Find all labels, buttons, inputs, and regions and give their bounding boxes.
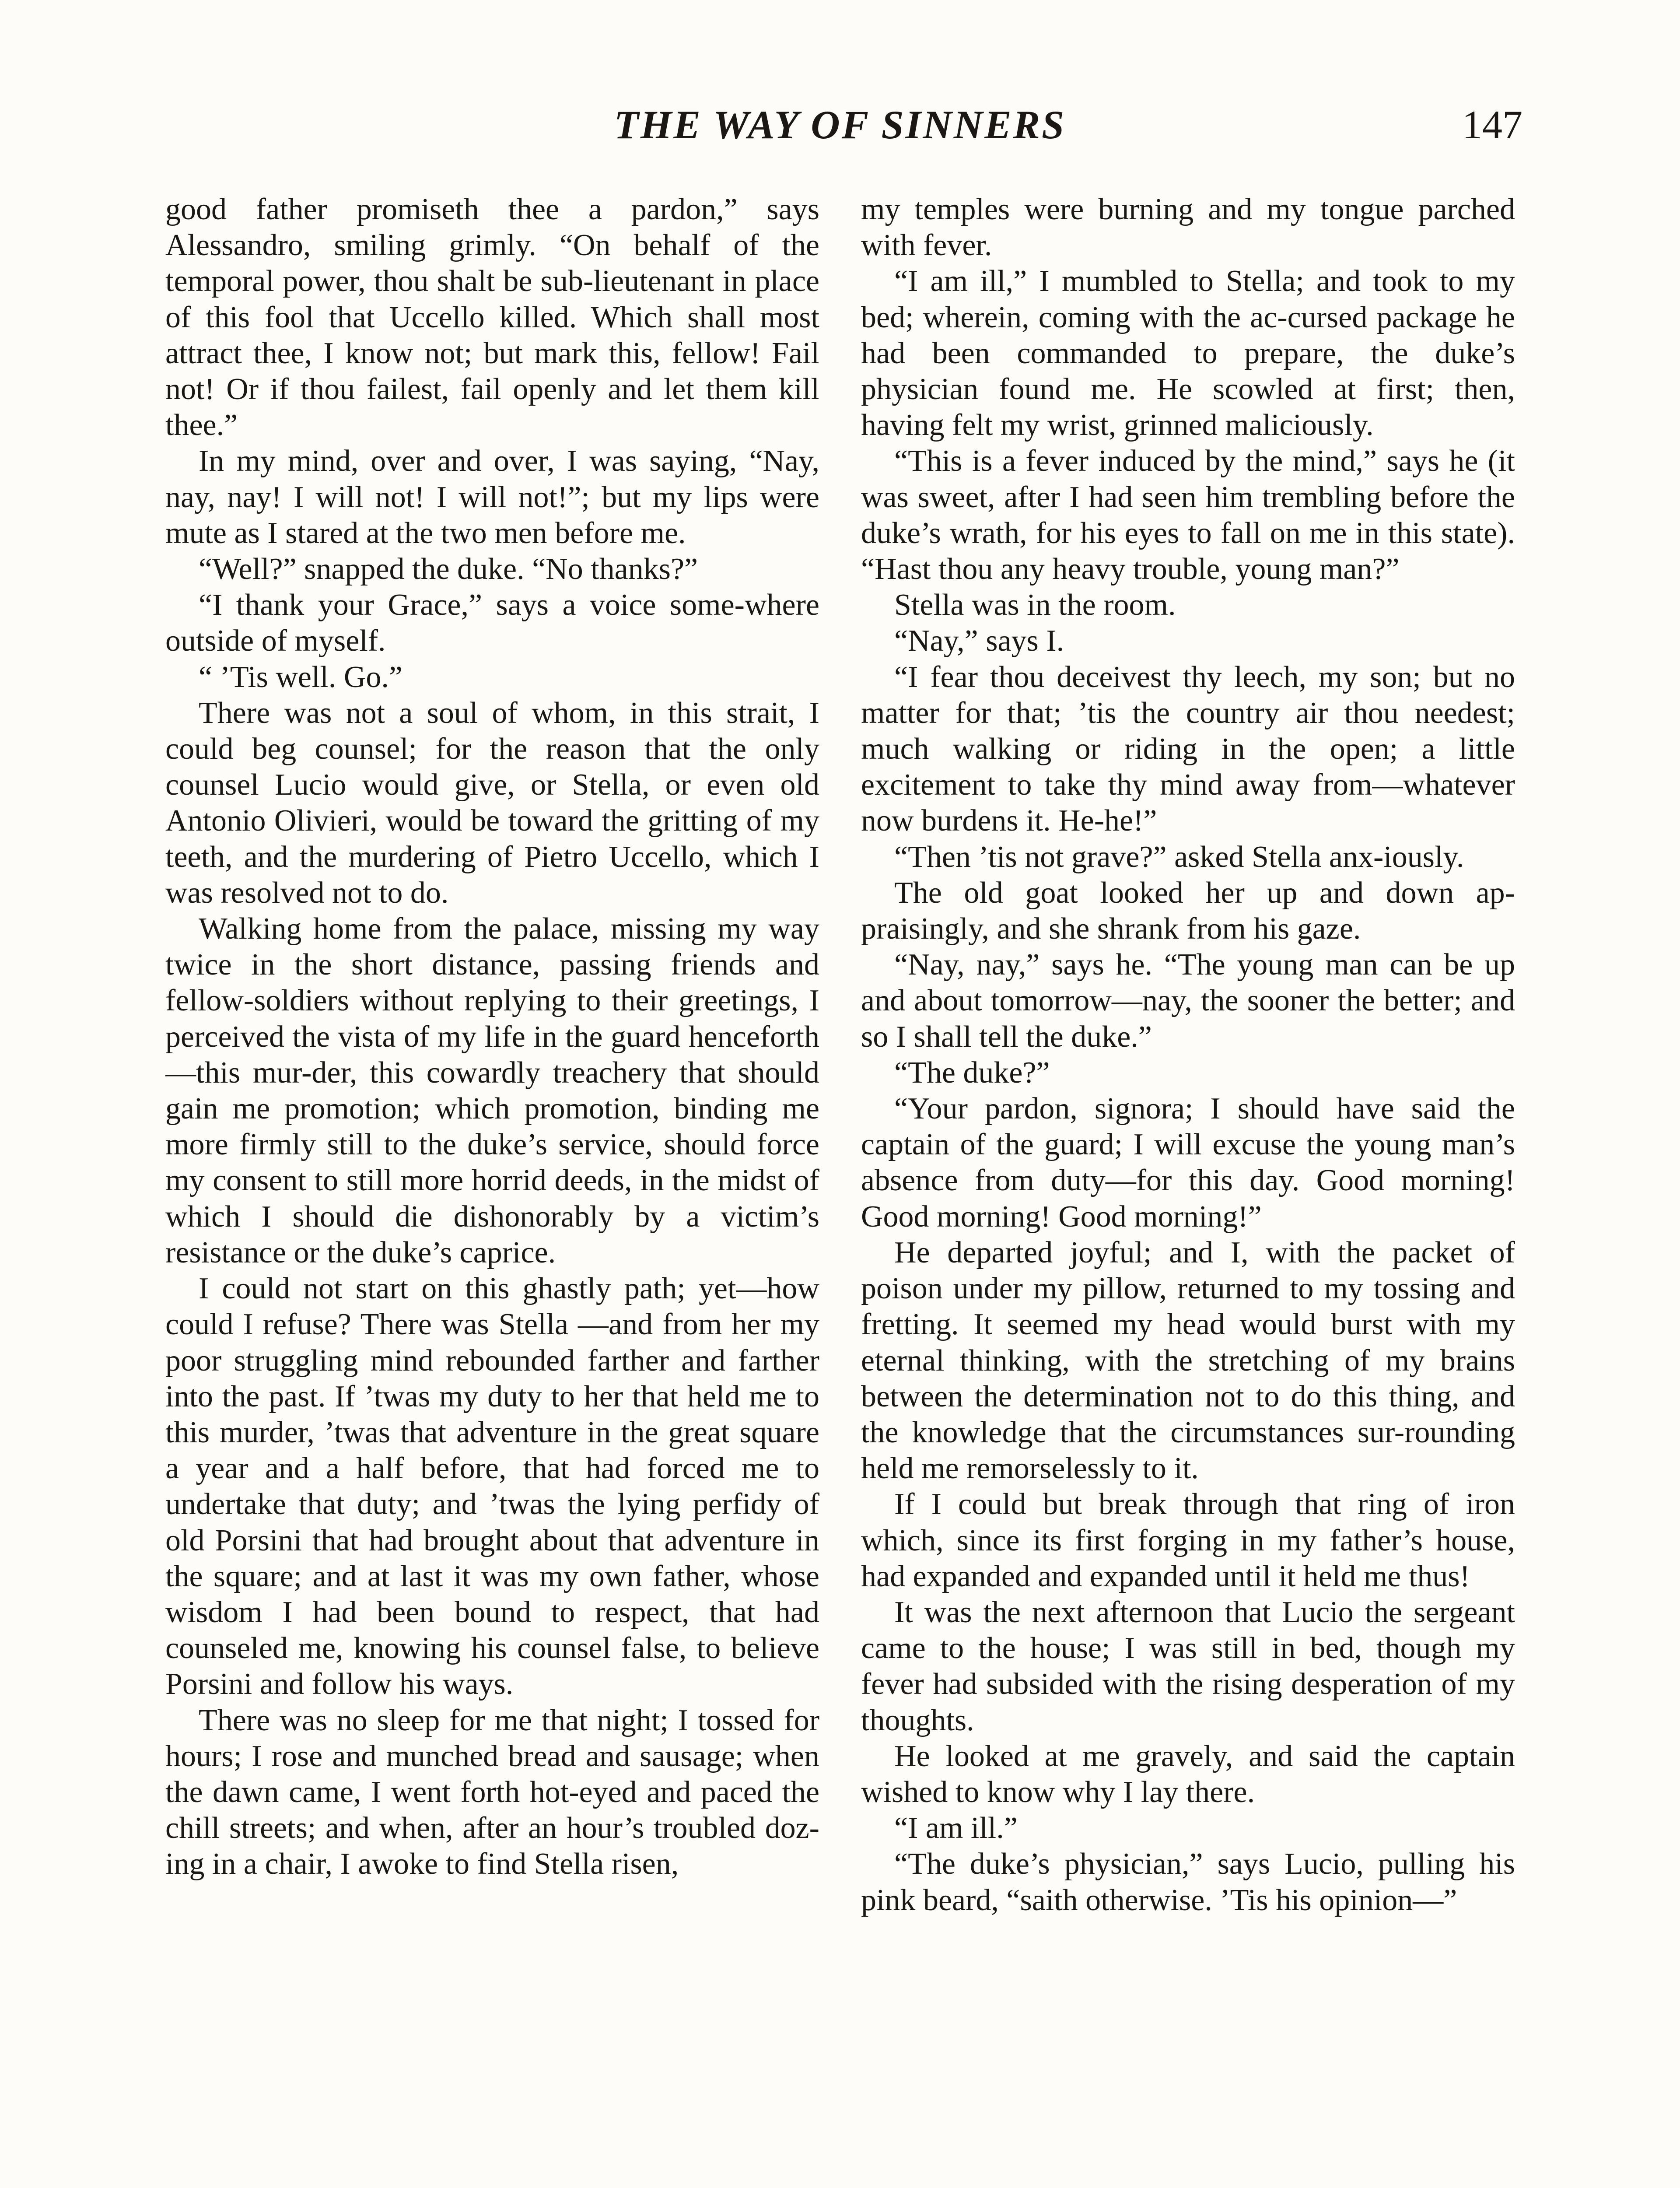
paragraph: “I thank your Grace,” says a voice some-where outside of myself. [165, 588, 819, 658]
paragraph: “The duke’s physician,” says Lucio, pulling his pink beard, “saith otherwise. ’Tis his opinion—” [861, 1847, 1515, 1917]
paragraph: If I could but break through that ring of iron which, since its first forging in my father’s house, had expanded and expanded until it held me thus! [861, 1487, 1515, 1593]
paragraph: He departed joyful; and I, with the packet of poison under my pillow, returned to my tossing and fretting. It seemed my head would burst with my eternal thinking, with the stretching of my brains between the determination not to do this thing, and the knowledge that the circumstances sur-rounding held me remorselessly to it. [861, 1235, 1515, 1486]
paragraph: “The duke?” [894, 1055, 1050, 1090]
paragraph: “ ’Tis well. Go.” [199, 660, 403, 694]
running-head-title: THE WAY OF SINNERS [614, 102, 1066, 147]
paragraph: “Well?” snapped the duke. “No thanks?” [199, 552, 698, 586]
paragraph: It was the next afternoon that Lucio the sergeant came to the house; I was still in bed, though my fever had subsided with the rising desperation of my thoughts. [861, 1595, 1515, 1737]
paragraph: “Your pardon, signora; I should have said the captain of the guard; I will excuse the young man’s absence from duty—for this day. Good morning! Good morning! Good morning!” [861, 1092, 1515, 1234]
right-column [861, 192, 1515, 2188]
paragraph: “I am ill,” I mumbled to Stella; and took to my bed; wherein, coming with the ac-cursed package he had been commanded to prepare, the duke’s physician found me. He scowled at first; then, having felt my wrist, grinned maliciously. [861, 264, 1515, 442]
paragraph: “Then ’tis not grave?” asked Stella anx-iously. [894, 840, 1464, 874]
paragraph: “I fear thou deceivest thy leech, my son; but no matter for that; ’tis the country air thou needest; much walking or riding in the open; a little excitement to take thy mind away from—whatever now burdens it. He-he!” [861, 660, 1515, 838]
paragraph: I could not start on this ghastly path; yet—how could I refuse? There was Stella —and from her my poor struggling mind rebounded farther and farther into the past. If ’twas my duty to her that held me to this murder, ’twas that adventure in the great square a year and a half before, that had forced me to undertake that duty; and ’twas the lying perfidy of old Porsini that had brought about that adventure in the square; and at last it was my own father, whose wisdom I had been bound to respect, that had counseled me, knowing his counsel false, to believe Porsini and follow his ways. [165, 1272, 819, 1701]
paragraph: “I am ill.” [894, 1811, 1018, 1845]
paragraph: “Nay, nay,” says he. “The young man can be up and about tomorrow—nay, the sooner the better; and so I shall tell the duke.” [861, 948, 1515, 1054]
paragraph: “This is a fever induced by the mind,” says he (it was sweet, after I had seen him trembling before the duke’s wrath, for his eyes to fall on me in this state). “Hast thou any heavy trouble, young man?” [861, 444, 1515, 586]
page-number: 147 [1462, 102, 1522, 147]
paragraph: In my mind, over and over, I was saying, “Nay, nay, nay! I will not! I will not!”; but my lips were mute as I stared at the two men before me. [165, 444, 819, 550]
paragraph: The old goat looked her up and down ap-praisingly, and she shrank from his gaze. [861, 876, 1515, 946]
paragraph: “Nay,” says I. [894, 624, 1064, 658]
paragraph: He looked at me gravely, and said the captain wished to know why I lay there. [861, 1739, 1515, 1809]
paragraph: Stella was in the room. [894, 588, 1176, 622]
paragraph: my temples were burning and my tongue parched with fever. [861, 193, 1515, 263]
paragraph: good father promiseth thee a pardon,” says Alessandro, smiling grimly. “On behalf of the temporal power, thou shalt be sub-lieutenant in place of this fool that Uccello killed. Which shall most attract thee, I know not; but mark this, fellow! Fail not! Or if thou failest, fail openly and let them kill thee.” [165, 193, 819, 442]
paragraph: There was no sleep for me that night; I tossed for hours; I rose and munched bread and sausage; when the dawn came, I went forth hot-eyed and paced the chill streets; and when, after an hour’s troubled doz-ing in a chair, I awoke to find Stella risen, [165, 1703, 819, 1881]
left-column [165, 192, 819, 2188]
paragraph: Walking home from the palace, missing my way twice in the short distance, passing friends and fellow-soldiers without replying to their greetings, I perceived the vista of my life in the guard henceforth—this mur-der, this cowardly treachery that should gain me promotion; which promotion, binding me more firmly still to the duke’s service, should force my consent to still more horrid deeds, in the midst of which I should die dishonorably by a victim’s resistance or the duke’s caprice. [165, 912, 819, 1269]
paragraph: There was not a soul of whom, in this strait, I could beg counsel; for the reason that the only counsel Lucio would give, or Stella, or even old Antonio Olivieri, would be toward the gritting of my teeth, and the murdering of Pietro Uccello, which I was resolved not to do. [165, 696, 819, 910]
